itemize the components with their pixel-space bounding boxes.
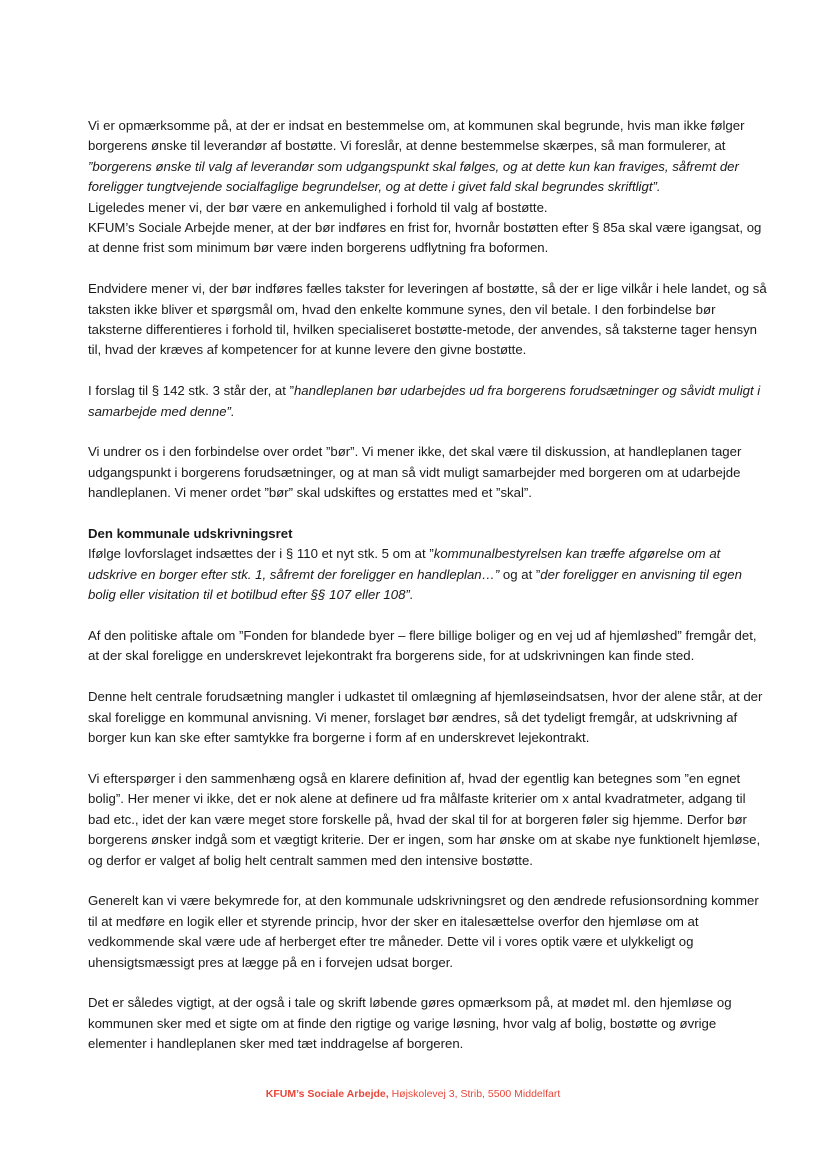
paragraph-lovforslag: Ifølge lovforslaget indsættes der i § 110 et nyt stk. 5 om at ”kommunalbestyrelsen kan træffe afgørelse om at udskrive en borger efter stk. 1, såfremt der foreligger en handleplan…” og at ”der foreligger en anvisning til egen bolig eller visitation til et botilbud efter §§ 107 eller 108”. (88, 546, 742, 603)
section-heading: Den kommunale udskrivningsret (88, 526, 293, 542)
page-footer (0, 1088, 826, 1100)
paragraph-konklusion: Det er således vigtigt, at der også i tale og skrift løbende gøres opmærksom på, at mødet ml. den hjemløse og kommunen sker med et sigte om at finde den rigtige og varige løsning, hvor valg af bolig, bostøtte og øvrige elementer i handleplanen sker med tæt inddragelse af borgeren. (88, 995, 732, 1052)
paragraph-bekymring: Generelt kan vi være bekymrede for, at den kommunale udskrivningsret og den ændrede refusionsordning kommer til at medføre en logik eller et styrende princip, hvor der sker en italesættelse overfor den hjemløse om at vedkommende skal være ude af herberget efter tre måneder. Dette vil i vores optik være et ulykkeligt og uhensigtsmæssigt pres at lægge på en i forvejen udsat borger. (88, 893, 759, 970)
footer-address: Højskolevej 3, Strib, 5500 Middelfart (388, 1088, 561, 1100)
paragraph-leverandor: Vi er opmærksomme på, at der er indsat en bestemmelse om, at kommunen skal begrunde, hvis man ikke følger borgerens ønske til leverandør af bostøtte. Vi foreslår, at denne bestemmelse skærpes, så man formulerer, at ”borgerens ønske til valg af leverandør som udgangspunkt skal følges, og at dette kun kan fraviges, såfremt der foreligger tungtvejende socialfaglige begrundelser, og at dette i givet fald skal begrundes skriftligt”. Ligeledes mener vi, der bør være en ankemulighed i forhold til valg af bostøtte. KFUM’s Sociale Arbejde mener, at der bør indføres en frist for, hvornår bostøtten efter § 85a skal være igangsat, og at denne frist som minimum bør være inden borgerens udflytning fra boformen. (88, 118, 762, 256)
quote-leverandor: ”borgerens ønske til valg af leverandør som udgangspunkt skal følges, og at dette kun kan fraviges, såfremt der foreligger tungtvejende socialfaglige begrundelser, og at dette i givet fald skal begrundes skriftligt”. (88, 158, 739, 195)
paragraph-takster: Endvidere mener vi, der bør indføres fælles takster for leveringen af bostøtte, så der er lige vilkår i hele landet, og så taksten ikke bliver et spørgsmål om, hvad den enkelte kommune synes, den vil betale. I den forbindelse bør taksterne differentieres i forhold til, hvilken specialiseret bostøtte-metode, der anvendes, så taksterne tager hensyn til, hvad der kræves af kompetencer for at kunne levere den givne bostøtte. (88, 281, 767, 358)
paragraph-egnet-bolig: Vi efterspørger i den sammenhæng også en klarere definition af, hvad der egentlig kan betegnes som ”en egnet bolig”. Her mener vi ikke, det er nok alene at definere ud fra målfaste kriterier om x antal kvadratmeter, adgang til bad etc., idet der kan være meget store forskelle på, hvad der skal til for at borgeren føler sig hjemme. Derfor bør borgerens ønsker indgå som et vægtigt kriterie. Der er ingen, som har ønske om at skabe nye funktionelt hjemløse, og derfor er valget af bolig helt centralt sammen med den intensive bostøtte. (88, 770, 761, 868)
footer-organization: KFUM’s Sociale Arbejde, (265, 1088, 389, 1100)
paragraph-handleplan: I forslag til § 142 stk. 3 står der, at ”handleplanen bør udarbejdes ud fra borgerens forudsætninger og såvidt muligt i samarbejde med denne”. (88, 383, 761, 419)
letter-body (88, 116, 768, 1055)
paragraph-bor: Vi undrer os i den forbindelse over ordet ”bør”. Vi mener ikke, det skal være til diskussion, at handleplanen tager udgangspunkt i borgerens forudsætninger, og at man så vidt muligt samarbejder med borgeren om at udarbejde handleplanen. Vi mener ordet ”bør” skal udskiftes og erstattes med et ”skal”. (88, 444, 742, 501)
paragraph-forudsaetning: Denne helt centrale forudsætning mangler i udkastet til omlægning af hjemløseindsatsen, hvor der alene står, at der skal foreligge en kommunal anvisning. Vi mener, forslaget bør ændres, så det tydeligt fremgår, at udskrivning af borger kun kan ske efter samtykke fra borgerne i form af en underskrevet lejekontrakt. (88, 689, 763, 746)
paragraph-politisk-aftale: Af den politiske aftale om ”Fonden for blandede byer – flere billige boliger og en vej ud af hjemløshed” fremgår det, at der skal foreligge en underskrevet lejekontrakt fra borgerens side, for at udskrivningen kan finde sted. (88, 628, 757, 664)
